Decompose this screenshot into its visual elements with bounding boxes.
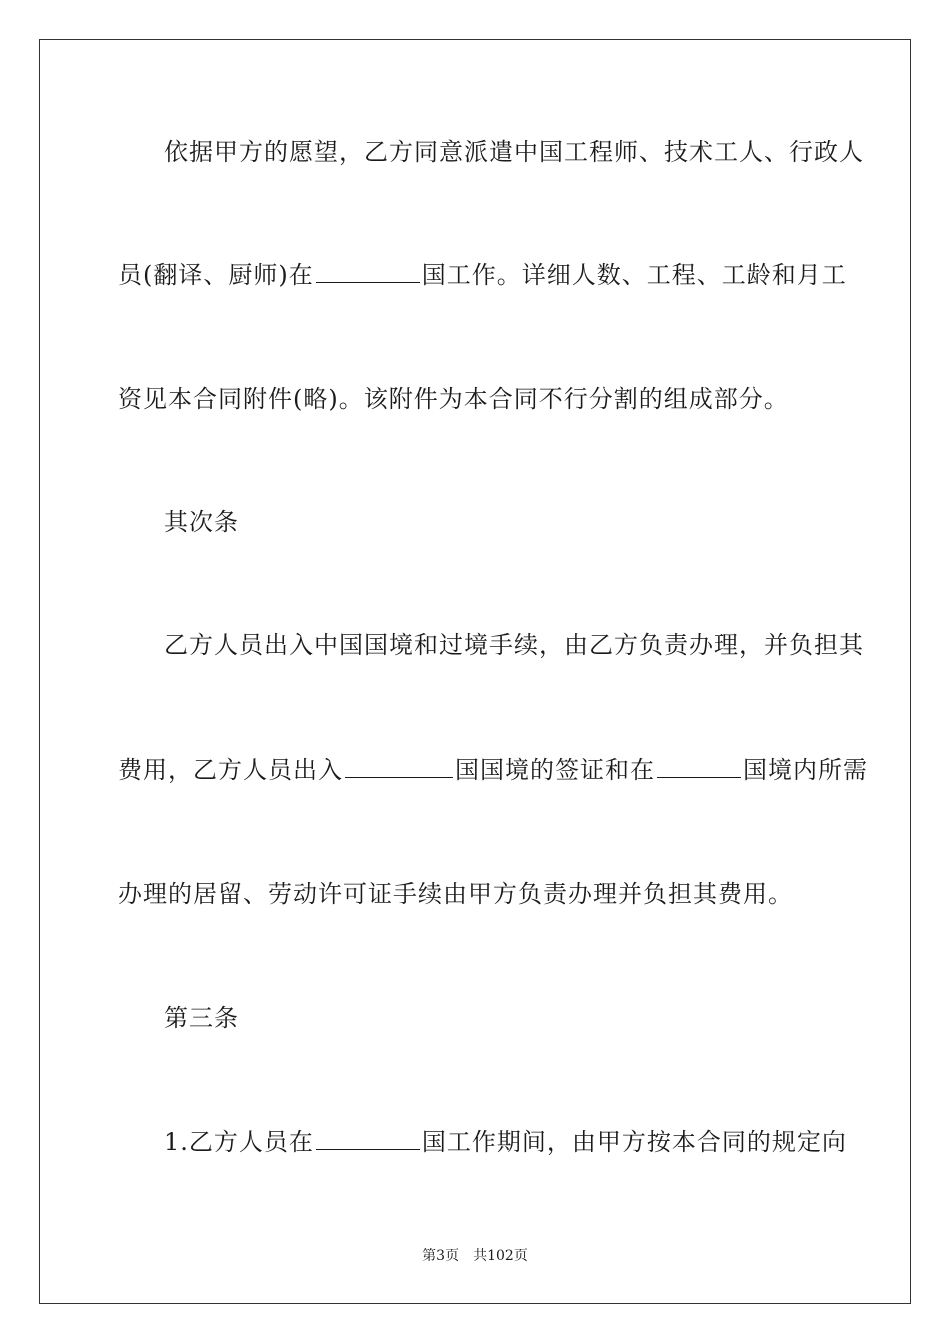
line-text: 国境内所需 (743, 756, 868, 784)
page-footer (0, 1247, 950, 1265)
line-text: 国工作期间，由甲方按本合同的规定向 (421, 1128, 847, 1156)
line-text: 费用，乙方人员出入 (118, 756, 343, 784)
page-number: 第3页 (422, 1248, 460, 1264)
paragraph-line: 依据甲方的愿望，乙方同意派遣中国工程师、技术工人、行政人 (164, 138, 864, 166)
article-heading: 其次条 (164, 508, 239, 536)
paragraph-line (164, 1127, 884, 1157)
line-text: 1.乙方人员在 (164, 1128, 314, 1156)
paragraph-line: 乙方人员出入中国国境和过境手续，由乙方负责办理，并负担其 (164, 631, 864, 659)
fill-in-blank[interactable] (316, 260, 420, 283)
paragraph-line: 资见本合同附件(略)。该附件为本合同不行分割的组成部分。 (118, 385, 789, 413)
paragraph-line: 办理的居留、劳动许可证手续由甲方负责办理并负担其费用。 (118, 880, 793, 908)
total-pages: 共102页 (473, 1248, 528, 1264)
fill-in-blank[interactable] (657, 755, 741, 778)
fill-in-blank[interactable] (316, 1127, 420, 1150)
fill-in-blank[interactable] (345, 755, 453, 778)
article-heading: 第三条 (164, 1004, 239, 1032)
line-text: 国工作。详细人数、工程、工龄和月工 (421, 261, 847, 289)
paragraph-line (118, 755, 868, 785)
page-border (39, 39, 911, 1304)
line-text: 国国境的签证和在 (455, 756, 655, 784)
paragraph-line (118, 260, 847, 290)
line-text: 员(翻译、厨师)在 (118, 261, 314, 289)
